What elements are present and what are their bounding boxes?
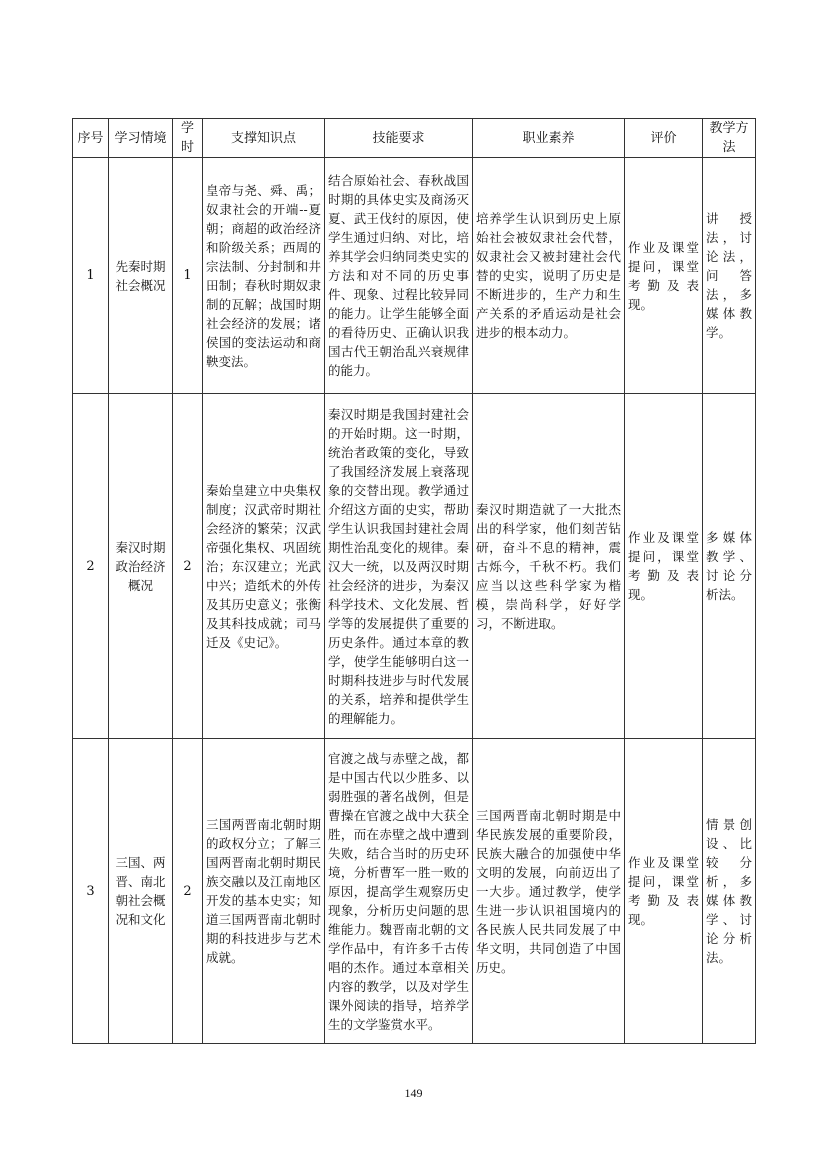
row-evaluation: 作业及课堂提问，课堂考勤及表现。 bbox=[625, 158, 703, 394]
row-context: 先秦时期社会概况 bbox=[109, 158, 173, 394]
row-method: 情景创设、比较分析，多媒体教学、讨论分析法。 bbox=[703, 739, 756, 1044]
header-method: 教学方法 bbox=[703, 119, 756, 158]
header-knowledge: 支撑知识点 bbox=[203, 119, 325, 158]
row-literacy: 培养学生认识到历史上原始社会被奴隶社会代替，奴隶社会又被封建社会代替的史实，说明了历史是不断进步的，生产力和生产关系的矛盾运动是社会进步的根本动力。 bbox=[473, 158, 625, 394]
row-knowledge: 皇帝与尧、舜、禹；奴隶社会的开端--夏朝；商超的政治经济和阶级关系；西周的宗法制、分封制和井田制；春秋时期奴隶制的瓦解；战国时期社会经济的发展；诸侯国的变法运动和商鞅变法。 bbox=[203, 158, 325, 394]
table-row bbox=[73, 158, 756, 394]
table-row bbox=[73, 739, 756, 1044]
row-method: 多媒体教学、讨论分析法。 bbox=[703, 394, 756, 739]
row-context: 三国、两晋、南北朝社会概况和文化 bbox=[109, 739, 173, 1044]
row-context: 秦汉时期政治经济概况 bbox=[109, 394, 173, 739]
row-skills: 秦汉时期是我国封建社会的开始时期。这一时期，统治者政策的变化，导致了我国经济发展上衰落现象的交替出现。教学通过介绍这方面的史实，帮助学生认识我国封建社会周期性治乱变化的规律。秦汉大一统，以及两汉时期社会经济的进步，为秦汉科学技术、文化发展、哲学等的发展提供了重要的历史条件。通过本章的教学，使学生能够明白这一时期科技进步与时代发展的关系，培养和提供学生的理解能力。 bbox=[325, 394, 473, 739]
row-knowledge: 秦始皇建立中央集权制度；汉武帝时期社会经济的繁荣；汉武帝强化集权、巩固统治；东汉建立；光武中兴；造纸术的外传及其历史意义；张衡及其科技成就；司马迁及《史记》。 bbox=[203, 394, 325, 739]
row-hours: 1 bbox=[173, 158, 203, 394]
header-row bbox=[73, 119, 756, 158]
row-evaluation: 作业及课堂提问，课堂考勤及表现。 bbox=[625, 394, 703, 739]
row-literacy: 三国两晋南北朝时期是中华民族发展的重要阶段，民族大融合的加强使中华文明的发展，向前迈出了一大步。通过教学，使学生进一步认识祖国境内的各民族人民共同发展了中华文明，共同创造了中国历史。 bbox=[473, 739, 625, 1044]
header-evaluation: 评价 bbox=[625, 119, 703, 158]
header-skills: 技能要求 bbox=[325, 119, 473, 158]
row-no: 3 bbox=[73, 739, 109, 1044]
row-knowledge: 三国两晋南北朝时期的政权分立；了解三国两晋南北朝时期民族交融以及江南地区开发的基本史实；知道三国两晋南北朝时期的科技进步与艺术成就。 bbox=[203, 739, 325, 1044]
row-skills: 结合原始社会、春秋战国时期的具体史实及商汤灭夏、武王伐纣的原因，使学生通过归纳、对比，培养其学会归纳同类史实的方法和对不同的历史事件、现象、过程比较异同的能力。让学生能够全面的看待历史、正确认识我国古代王朝治乱兴衰规律的能力。 bbox=[325, 158, 473, 394]
row-evaluation: 作业及课堂提问，课堂考勤及表现。 bbox=[625, 739, 703, 1044]
row-no: 2 bbox=[73, 394, 109, 739]
row-method: 讲授法，讨论法，问答法，多媒体教学。 bbox=[703, 158, 756, 394]
row-hours: 2 bbox=[173, 739, 203, 1044]
row-skills: 官渡之战与赤壁之战，都是中国古代以少胜多、以弱胜强的著名战例，但是曹操在官渡之战中大获全胜，而在赤壁之战中遭到失败，结合当时的历史环境，分析曹军一胜一败的原因，提高学生观察历史现象，分析历史问题的思维能力。魏晋南北朝的文学作品中，有许多千古传唱的杰作。通过本章相关内容的教学，以及对学生课外阅读的指导，培养学生的文学鉴赏水平。 bbox=[325, 739, 473, 1044]
row-literacy: 秦汉时期造就了一大批杰出的科学家，他们刻苦钻研，奋斗不息的精神，震古烁今，千秋不朽。我们应当以这些科学家为楷模，崇尚科学，好好学习，不断进取。 bbox=[473, 394, 625, 739]
header-no: 序号 bbox=[73, 119, 109, 158]
curriculum-table bbox=[72, 118, 756, 1044]
header-context: 学习情境 bbox=[109, 119, 173, 158]
header-hours: 学时 bbox=[173, 119, 203, 158]
row-hours: 2 bbox=[173, 394, 203, 739]
table-row bbox=[73, 394, 756, 739]
page-number: 149 bbox=[404, 1086, 423, 1100]
row-no: 1 bbox=[73, 158, 109, 394]
header-literacy: 职业素养 bbox=[473, 119, 625, 158]
